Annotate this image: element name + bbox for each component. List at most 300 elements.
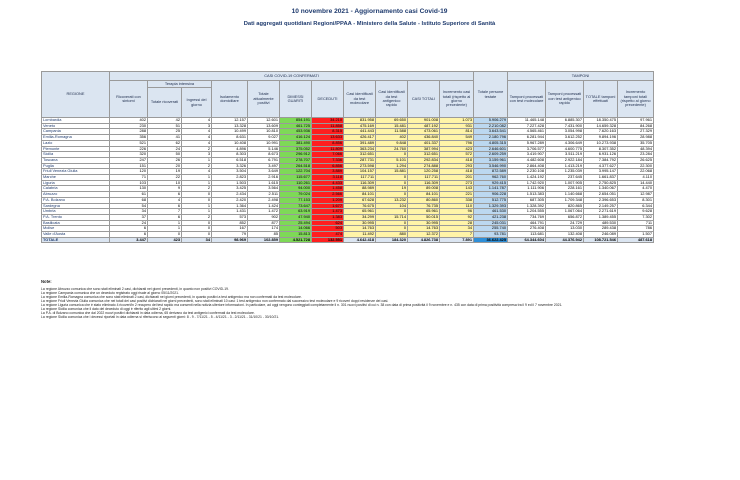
value-cell: 73.647 <box>280 203 312 209</box>
header-tamponi-incremento: Incremento tamponi totali (rispetto al giorno precedente) <box>618 81 654 118</box>
value-cell: 436.840 <box>408 135 440 141</box>
value-cell: 228.161 <box>546 186 584 192</box>
value-cell: 6 <box>110 226 148 232</box>
region-name-cell: Sicilia <box>42 152 110 158</box>
value-cell: 230 <box>110 123 148 129</box>
value-cell: 28 <box>440 220 474 226</box>
value-cell: 12.987 <box>618 192 654 198</box>
value-cell: 2.498 <box>248 197 280 203</box>
value-cell: 10.810 <box>248 129 280 135</box>
value-cell: 3 <box>182 152 212 158</box>
note-line: La regione Abruzzo comunica che sono stati eliminati 2 casi, dichiarati nei giorni precedenti, in quanto non positivi COVID-19. <box>41 287 229 291</box>
value-cell: 4 <box>182 140 212 146</box>
header-deceduti: DECEDUTI <box>312 81 344 118</box>
value-cell: 8.673 <box>248 152 280 158</box>
value-cell: 13.633 <box>312 135 344 141</box>
value-cell: 7.891 <box>440 237 474 243</box>
value-cell: 2.864.408 <box>508 163 546 169</box>
value-cell: 116.309 <box>408 180 440 186</box>
value-cell: 1.431 <box>212 209 248 215</box>
value-cell: 11.492 <box>344 232 376 238</box>
value-cell: 296.912 <box>280 152 312 158</box>
region-name-cell: Emilia-Romagna <box>42 135 110 141</box>
value-cell: 1 <box>182 180 212 186</box>
value-cell: 8.307.352 <box>584 146 618 152</box>
value-cell: 2 <box>182 186 212 192</box>
value-cell: 573 <box>212 214 248 220</box>
value-cell: 814 <box>440 129 474 135</box>
value-cell: 117.711 <box>408 175 440 181</box>
value-cell: 375.052 <box>280 146 312 152</box>
value-cell: 6.791 <box>248 157 280 163</box>
header-tamponi-pcr: Tamponi processati con test molecolare <box>508 81 546 118</box>
value-cell: 423 <box>148 237 182 243</box>
value-cell: 2.609.259 <box>474 152 508 158</box>
value-cell: 3.612.252 <box>546 135 584 141</box>
note-line: La regione Sicilia comunica che il dato del deceduto di oggi è riferito agli ultimi 2 giorni. <box>41 307 172 311</box>
value-cell: 13.328 <box>212 123 248 129</box>
value-cell: 1.472 <box>248 209 280 215</box>
value-cell: 6.281.944 <box>508 135 546 141</box>
value-cell: 6.518 <box>212 157 248 163</box>
value-cell: 47.940 <box>280 214 312 220</box>
value-cell: 656.872 <box>546 214 584 220</box>
value-cell: 273 <box>440 180 474 186</box>
value-cell: 18.350.475 <box>584 118 618 124</box>
value-cell: 3.995.147 <box>584 169 618 175</box>
value-cell: 167 <box>212 226 248 232</box>
value-cell: 3.425 <box>212 186 248 192</box>
value-cell: 104 <box>376 203 408 209</box>
value-cell: 1 <box>182 157 212 163</box>
value-cell: 2.566 <box>312 192 344 198</box>
value-cell: 2.180.796 <box>474 135 508 141</box>
value-cell: 2.396.653 <box>584 197 618 203</box>
value-cell: 1.140.668 <box>546 192 584 198</box>
value-cell: 4.826.738 <box>408 237 440 243</box>
value-cell: 8.301 <box>618 197 654 203</box>
value-cell: 79 <box>212 232 248 238</box>
value-cell: 12.157 <box>212 118 248 124</box>
value-cell: 20 <box>148 163 182 169</box>
value-cell: 7.336 <box>312 157 344 163</box>
value-cell: 2.210.082 <box>474 123 508 129</box>
note-line: La regione Sicilia comunica che i decessi riportati in data odierna si riferiscono ai seguenti giorni: 8 - 9 - 7/11/21 - 5 - 4/11/21 - 3 - 2/11/21 - 31/10/21 - 30/10/21. <box>41 315 280 319</box>
value-cell: 1.458 <box>312 186 344 192</box>
value-cell: 110 <box>440 203 474 209</box>
value-cell: 3.706.577 <box>508 146 546 152</box>
notes-lines <box>41 287 701 319</box>
value-cell: 8.856 <box>312 140 344 146</box>
value-cell: 110.261 <box>280 180 312 186</box>
note-line: La P.A. di Bolzano comunica che dal 2022 nuovi positivi dichiarati in data odierna, 65 derivano da test antigenici confermati da test molecolare. <box>41 311 255 315</box>
value-cell: 5.967.289 <box>508 140 546 146</box>
value-cell: 25.494 <box>280 220 312 226</box>
value-cell: 8.303 <box>212 152 248 158</box>
value-cell: 65.961 <box>344 209 376 215</box>
value-cell: 461.530 <box>474 209 508 215</box>
value-cell: 35.705 <box>618 140 654 146</box>
value-cell: 48.394 <box>618 146 654 152</box>
value-cell: 6 <box>148 214 182 220</box>
value-cell: 474 <box>312 232 344 238</box>
value-cell: 80.860 <box>408 197 440 203</box>
value-cell: 113.681 <box>508 232 546 238</box>
value-cell: 3.564 <box>248 186 280 192</box>
value-cell: 22.068 <box>618 169 654 175</box>
value-cell: 1.424 <box>248 203 280 209</box>
header-casi-antigenico: Casi identificati da test antigenico rapido <box>376 81 408 118</box>
value-cell: 36.622.425 <box>474 237 508 243</box>
region-name-cell: Lazio <box>42 140 110 146</box>
value-cell: 8.631 <box>212 135 248 141</box>
value-cell: 28.988 <box>618 135 654 141</box>
value-cell: 117.711 <box>344 175 376 181</box>
value-cell: 4.521.728 <box>280 237 312 243</box>
value-cell: 27.329 <box>618 129 654 135</box>
notes-title: Note: <box>41 279 52 284</box>
value-cell: 115.677 <box>280 175 312 181</box>
value-cell: 1.413.219 <box>546 163 584 169</box>
value-cell: 11.858 <box>312 123 344 129</box>
value-cell: 2 <box>182 163 212 169</box>
header-casi-pcr: Casi identificati da test molecolare <box>344 81 376 118</box>
value-cell: 97.961 <box>618 118 654 124</box>
region-name-cell: Valle d'Aosta <box>42 232 110 238</box>
value-cell: 34.210 <box>312 118 344 124</box>
value-cell: 381.490 <box>280 140 312 146</box>
value-cell: 9.848 <box>376 140 408 146</box>
value-cell: 0 <box>376 192 408 198</box>
region-name-cell: Campania <box>42 129 110 135</box>
value-cell: 6.344 <box>618 203 654 209</box>
value-cell: 34.299 <box>344 214 376 220</box>
region-name-cell: Calabria <box>42 186 110 192</box>
value-cell: 11.588 <box>376 129 408 135</box>
value-cell: 387.994 <box>408 146 440 152</box>
value-cell: 1.364 <box>212 203 248 209</box>
value-cell: 7 <box>440 232 474 238</box>
value-cell: 4 <box>182 129 212 135</box>
value-cell: 76.675 <box>344 203 376 209</box>
value-cell: 14.440 <box>618 180 654 186</box>
value-cell: 4 <box>182 118 212 124</box>
value-cell: 3.511.219 <box>546 152 584 158</box>
value-cell: 2.654.051 <box>584 192 618 198</box>
value-cell: 391.489 <box>344 140 376 146</box>
value-cell: 184.320 <box>376 237 408 243</box>
value-cell: 13.030 <box>546 226 584 232</box>
value-cell: 37 <box>110 214 148 220</box>
value-cell: 274.888 <box>408 163 440 169</box>
value-cell: 0 <box>182 197 212 203</box>
value-cell: 3.643.541 <box>474 129 508 135</box>
value-cell: 489.530 <box>584 220 618 226</box>
value-cell: 10.991 <box>248 140 280 146</box>
value-cell: 26.625 <box>618 157 654 163</box>
region-name-cell: Molise <box>42 226 110 232</box>
table-body <box>42 118 654 243</box>
value-cell: 10.499 <box>212 129 248 135</box>
header-ricoverati: Ricoverati con sintomi <box>110 81 148 118</box>
value-cell: 65.961 <box>408 209 440 215</box>
value-cell: 14.763 <box>408 226 440 232</box>
value-cell: 6 <box>148 203 182 209</box>
header-tamponi-group: TAMPONI <box>508 72 654 81</box>
value-cell: 487.192 <box>408 123 440 129</box>
value-cell: 276.408 <box>508 226 546 232</box>
value-cell: 2 <box>182 214 212 220</box>
report-sheet <box>33 8 706 358</box>
value-cell: 9.027 <box>248 135 280 141</box>
header-casi-totali: CASI TOTALI <box>408 81 440 118</box>
value-cell: 3.054.998 <box>546 129 584 135</box>
value-cell: 102.859 <box>248 237 280 243</box>
value-cell: 6.885.307 <box>546 118 584 124</box>
value-cell: 356 <box>110 135 148 141</box>
value-cell: 23.284 <box>618 152 654 158</box>
value-cell: 4.306.649 <box>546 140 584 146</box>
value-cell: 0 <box>182 192 212 198</box>
value-cell: 3.649 <box>248 169 280 175</box>
value-cell: 64.344.604 <box>508 237 546 243</box>
value-cell: 1.294 <box>376 163 408 169</box>
header-ti-totale: Totale ricoverati <box>148 88 182 118</box>
value-cell: 4 <box>148 197 182 203</box>
value-cell: 3.546.990 <box>474 163 508 169</box>
header-ti-group: Terapia intensiva <box>148 81 212 88</box>
value-cell: 312.651 <box>408 152 440 158</box>
value-cell: 401.337 <box>408 140 440 146</box>
value-cell: 854.191 <box>280 118 312 124</box>
value-cell: 1.067.064 <box>546 209 584 215</box>
value-cell: 423 <box>440 146 474 152</box>
value-cell: 4.470 <box>618 186 654 192</box>
value-cell: 0 <box>182 220 212 226</box>
value-cell: 94.000 <box>280 186 312 192</box>
value-cell: 2.511 <box>248 192 280 198</box>
note-line: La regione Campania comunica che un deceduto registrato oggi risale al giorno 05/11/2021. <box>41 291 179 295</box>
value-cell: 120.258 <box>408 169 440 175</box>
value-cell: 278.707 <box>280 157 312 163</box>
value-cell: 14.763 <box>344 226 376 232</box>
value-cell: 26 <box>148 157 182 163</box>
note-line: La regione Emilia-Romagna comunica che sono stati eliminati 2 casi, dichiarati nei giorni precedenti, in quanto positivi a test antigenico ma non confermati da test molecolare. <box>41 295 302 299</box>
value-cell: 931 <box>440 123 474 129</box>
value-cell: 4.600.775 <box>546 146 584 152</box>
value-cell: 796 <box>440 140 474 146</box>
value-cell: 120 <box>110 169 148 175</box>
value-cell: 34 <box>182 237 212 243</box>
value-cell: 687.305 <box>508 197 546 203</box>
value-cell: 3.447 <box>110 237 148 243</box>
value-cell: 122.704 <box>280 169 312 175</box>
value-cell: 7.302 <box>618 214 654 220</box>
value-cell: 24 <box>110 220 148 226</box>
region-name-cell: Veneto <box>42 123 110 129</box>
value-cell: 6 <box>148 192 182 198</box>
value-cell: 22 <box>148 175 182 181</box>
value-cell: 68 <box>110 197 148 203</box>
header-isolamento: Isolamento domiciliare <box>212 81 248 118</box>
value-cell: 132.408 <box>546 232 584 238</box>
value-cell: 421.238 <box>474 214 508 220</box>
notes-section <box>41 280 701 319</box>
region-name-cell: Basilicata <box>42 220 110 226</box>
report-subtitle: Dati aggregati quotidiani Regioni/PPAA - Ministero della Salute - Istituto Superiore di Sanità <box>243 21 496 27</box>
value-cell: 13.609 <box>248 123 280 129</box>
value-cell: 2.922.184 <box>546 157 584 163</box>
value-cell: 10.273.938 <box>584 140 618 146</box>
value-cell: 1 <box>182 203 212 209</box>
value-cell: 96 <box>440 209 474 215</box>
value-cell: 1.073 <box>440 118 474 124</box>
value-cell: 76.735 <box>408 203 440 209</box>
region-name-cell: Puglia <box>42 163 110 169</box>
value-cell: 1.329.393 <box>474 203 508 209</box>
value-cell: 42 <box>148 118 182 124</box>
value-cell: 1.111.906 <box>508 186 546 192</box>
value-cell: 0 <box>376 226 408 232</box>
value-cell: 831.958 <box>344 118 376 124</box>
value-cell: 201 <box>440 175 474 181</box>
value-cell: 3.159.961 <box>474 157 508 163</box>
value-cell: 77.153 <box>280 197 312 203</box>
value-cell: 3.419.907 <box>508 152 546 158</box>
value-cell: 19 <box>148 169 182 175</box>
value-cell: 0 <box>376 209 408 215</box>
value-cell: 103 <box>110 180 148 186</box>
value-cell: 852 <box>212 220 248 226</box>
value-cell: 1.204.555 <box>508 209 546 215</box>
region-name-cell: Lombardia <box>42 118 110 124</box>
value-cell: 44.376.942 <box>546 237 584 243</box>
value-cell: 116.309 <box>344 180 376 186</box>
value-cell: 151 <box>110 163 148 169</box>
value-cell: 929.415 <box>474 180 508 186</box>
value-cell: 6 <box>110 232 148 238</box>
value-cell: 19 <box>376 186 408 192</box>
value-cell: 143 <box>440 186 474 192</box>
value-cell: 521 <box>110 140 148 146</box>
value-cell: 34 <box>110 209 148 215</box>
value-cell: 461.725 <box>280 123 312 129</box>
value-cell: 93.781 <box>474 232 508 238</box>
value-cell: 7.431.900 <box>546 123 584 129</box>
value-cell: 418 <box>440 169 474 175</box>
header-casi-group: CASI COVID-19 CONFERMATI <box>110 72 474 81</box>
value-cell: 237.645 <box>546 175 584 181</box>
value-cell: 264.518 <box>280 163 312 169</box>
value-cell: 25 <box>148 129 182 135</box>
value-cell: 84.101 <box>408 192 440 198</box>
value-cell: 15.881 <box>376 169 408 175</box>
value-cell: 1.383 <box>312 214 344 220</box>
value-cell: 464.791 <box>508 220 546 226</box>
value-cell: 289.438 <box>584 226 618 232</box>
value-cell: 2.420 <box>212 197 248 203</box>
value-cell: 0 <box>376 180 408 186</box>
header-persone-testate: Totale persone testate <box>474 72 508 118</box>
value-cell: 1.503 <box>212 180 248 186</box>
header-dimessi: DIMESSI GUARITI <box>280 81 312 118</box>
value-cell: 338 <box>440 197 474 203</box>
value-cell: 8.315 <box>312 129 344 135</box>
value-cell: 30.995 <box>344 220 376 226</box>
value-cell: 312.651 <box>344 152 376 158</box>
value-cell: 572 <box>440 152 474 158</box>
region-name-cell: Toscana <box>42 157 110 163</box>
value-cell: 34 <box>440 226 474 232</box>
value-cell: 292.834 <box>408 157 440 163</box>
value-cell: 475.169 <box>344 123 376 129</box>
value-cell: 54 <box>110 203 148 209</box>
value-cell: 84.268 <box>618 123 654 129</box>
value-cell: 1.661.837 <box>584 175 618 181</box>
region-name-cell: Abruzzo <box>42 192 110 198</box>
value-cell: 24.760 <box>376 146 408 152</box>
value-cell: 512.775 <box>474 197 508 203</box>
value-cell: 2.750.825 <box>584 180 618 186</box>
covid-data-table <box>41 71 654 243</box>
region-name-cell: Piemonte <box>42 146 110 152</box>
value-cell: 30.995 <box>408 220 440 226</box>
value-cell: 1.507 <box>618 232 654 238</box>
value-cell: 363.234 <box>344 146 376 152</box>
value-cell: 92 <box>440 214 474 220</box>
value-cell: 288 <box>110 129 148 135</box>
value-cell: 877 <box>248 220 280 226</box>
value-cell: 1.340.067 <box>584 186 618 192</box>
value-cell: 7.227.428 <box>508 123 546 129</box>
value-cell: 246.089 <box>584 232 618 238</box>
note-line: La regione Friuli Venezia Giulia comunica che nei totali dei casi positivi dichiarati nei giorni precedenti, sono stati eliminati 10 casi: 1 test antigenico non confermato dal successivo test molecolare e 9 ricoveri doppi residenze dei casi. <box>41 299 389 303</box>
value-cell: 1 <box>148 220 182 226</box>
value-cell: 3.889 <box>312 169 344 175</box>
value-cell: 24.729 <box>546 220 584 226</box>
value-cell: 13.232 <box>376 197 408 203</box>
value-cell: 132.551 <box>312 237 344 243</box>
value-cell: 51 <box>148 123 182 129</box>
region-name-cell: P.A. Bolzano <box>42 197 110 203</box>
value-cell: 416.124 <box>280 135 312 141</box>
value-cell: 902 <box>248 214 280 220</box>
header-attualmente-positivi: Totale attualmente positivi <box>248 81 280 118</box>
value-cell: 10 <box>148 180 182 186</box>
value-cell: 4 <box>182 169 212 175</box>
value-cell: 50.015 <box>408 214 440 220</box>
value-cell: 245.031 <box>474 220 508 226</box>
value-cell: 10.408 <box>212 140 248 146</box>
value-cell: 453.936 <box>280 129 312 135</box>
region-name-cell: Liguria <box>42 180 110 186</box>
value-cell: 14.659.328 <box>584 123 618 129</box>
value-cell: 487.618 <box>618 237 654 243</box>
value-cell: 89.008 <box>408 186 440 192</box>
value-cell: 901.008 <box>408 118 440 124</box>
value-cell: 1 <box>182 175 212 181</box>
value-cell: 84.101 <box>344 192 376 198</box>
value-cell: 962.760 <box>474 175 508 181</box>
value-cell: 1 <box>182 209 212 215</box>
value-cell: 0 <box>182 232 212 238</box>
value-cell: 1.513.383 <box>508 192 546 198</box>
value-cell: 79.024 <box>280 192 312 198</box>
value-cell: 293 <box>440 163 474 169</box>
region-name-cell: Friuli Venezia Giulia <box>42 169 110 175</box>
value-cell: 1.677 <box>312 203 344 209</box>
value-cell: 61 <box>110 192 148 198</box>
